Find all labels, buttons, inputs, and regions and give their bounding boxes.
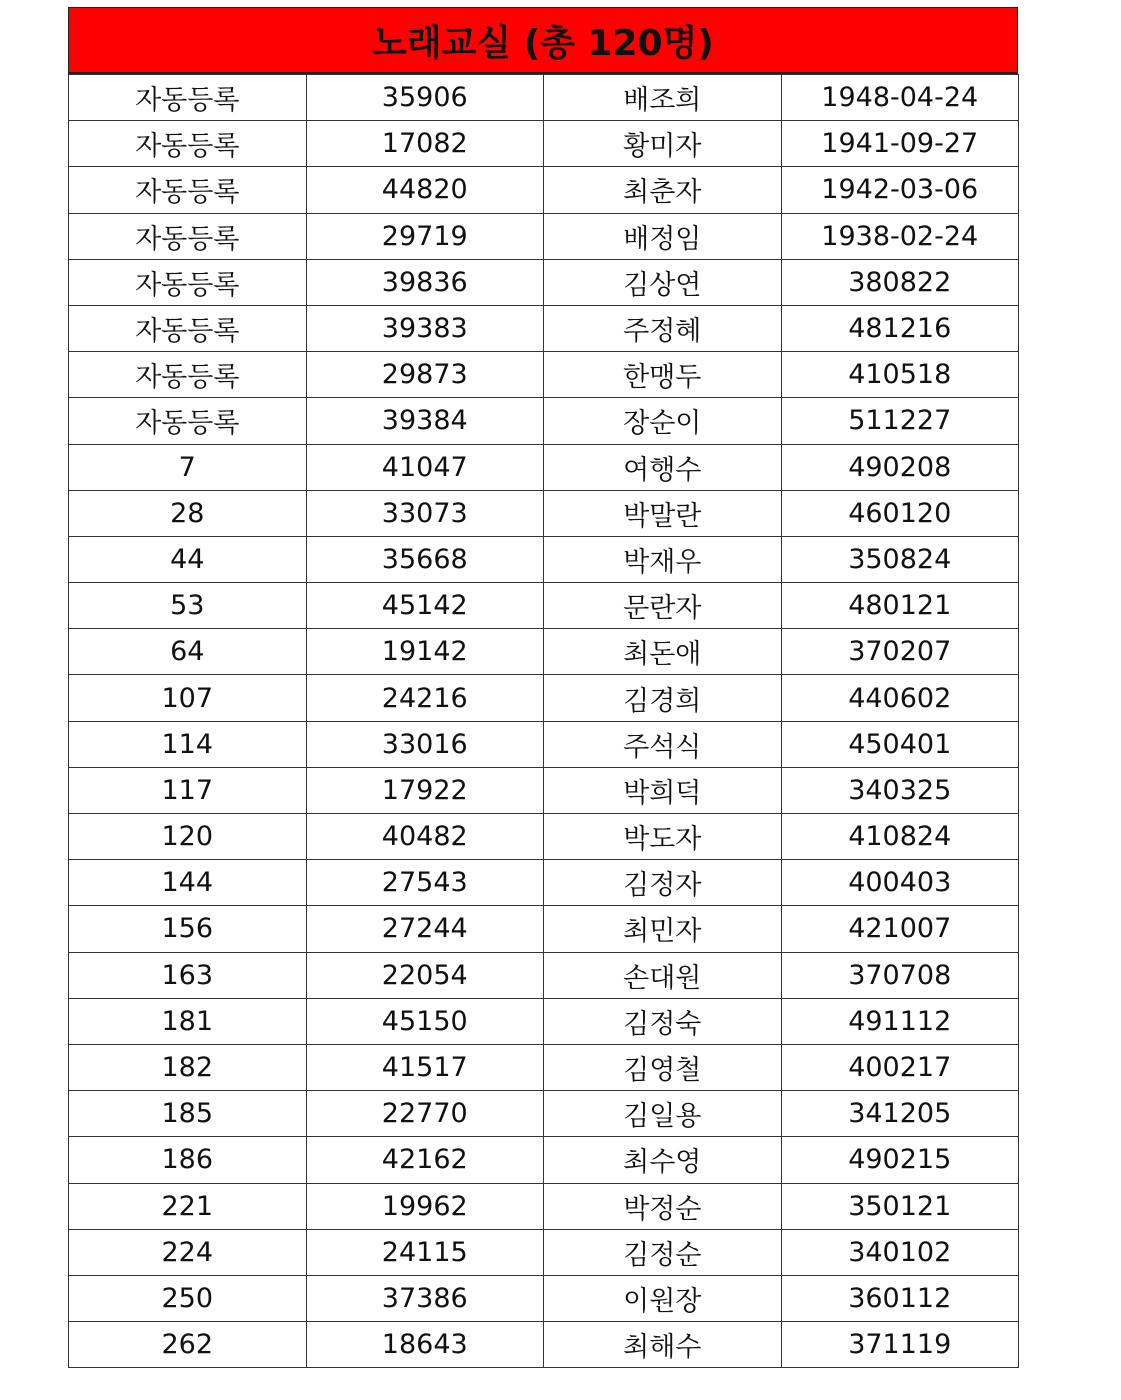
table-row bbox=[69, 906, 1019, 952]
entry-number-cell: 자동등록 bbox=[69, 398, 307, 444]
table-row bbox=[69, 259, 1019, 305]
name-cell: 최춘자 bbox=[544, 167, 782, 213]
name-cell: 박정순 bbox=[544, 1183, 782, 1229]
member-id-cell: 39383 bbox=[306, 305, 544, 351]
birthdate-cell: 350824 bbox=[781, 536, 1019, 582]
table-row bbox=[69, 167, 1019, 213]
birthdate-cell: 370708 bbox=[781, 952, 1019, 998]
member-id-cell: 45150 bbox=[306, 998, 544, 1044]
table-row bbox=[69, 583, 1019, 629]
birthdate-cell: 350121 bbox=[781, 1183, 1019, 1229]
table-row bbox=[69, 398, 1019, 444]
entry-number-cell: 자동등록 bbox=[69, 75, 307, 121]
name-cell: 김일용 bbox=[544, 1091, 782, 1137]
member-id-cell: 29719 bbox=[306, 213, 544, 259]
birthdate-cell: 421007 bbox=[781, 906, 1019, 952]
member-id-cell: 24115 bbox=[306, 1229, 544, 1275]
entry-number-cell: 44 bbox=[69, 536, 307, 582]
table-row bbox=[69, 1275, 1019, 1321]
name-cell: 손대원 bbox=[544, 952, 782, 998]
member-id-cell: 19962 bbox=[306, 1183, 544, 1229]
table-row bbox=[69, 998, 1019, 1044]
birthdate-cell: 410518 bbox=[781, 352, 1019, 398]
member-id-cell: 17082 bbox=[306, 121, 544, 167]
birthdate-cell: 341205 bbox=[781, 1091, 1019, 1137]
table-row bbox=[69, 1183, 1019, 1229]
entry-number-cell: 53 bbox=[69, 583, 307, 629]
entry-number-cell: 262 bbox=[69, 1322, 307, 1368]
birthdate-cell: 491112 bbox=[781, 998, 1019, 1044]
name-cell: 김상연 bbox=[544, 259, 782, 305]
birthdate-cell: 1938-02-24 bbox=[781, 213, 1019, 259]
birthdate-cell: 1941-09-27 bbox=[781, 121, 1019, 167]
entry-number-cell: 7 bbox=[69, 444, 307, 490]
name-cell: 최해수 bbox=[544, 1322, 782, 1368]
table-row bbox=[69, 352, 1019, 398]
entry-number-cell: 자동등록 bbox=[69, 213, 307, 259]
entry-number-cell: 117 bbox=[69, 767, 307, 813]
name-cell: 장순이 bbox=[544, 398, 782, 444]
member-id-cell: 22054 bbox=[306, 952, 544, 998]
table-row bbox=[69, 721, 1019, 767]
name-cell: 주석식 bbox=[544, 721, 782, 767]
entry-number-cell: 224 bbox=[69, 1229, 307, 1275]
member-id-cell: 19142 bbox=[306, 629, 544, 675]
birthdate-cell: 511227 bbox=[781, 398, 1019, 444]
table-row bbox=[69, 444, 1019, 490]
birthdate-cell: 481216 bbox=[781, 305, 1019, 351]
member-id-cell: 37386 bbox=[306, 1275, 544, 1321]
name-cell: 주정혜 bbox=[544, 305, 782, 351]
name-cell: 최돈애 bbox=[544, 629, 782, 675]
name-cell: 김영철 bbox=[544, 1044, 782, 1090]
name-cell: 배조희 bbox=[544, 75, 782, 121]
name-cell: 김경희 bbox=[544, 675, 782, 721]
member-id-cell: 41047 bbox=[306, 444, 544, 490]
name-cell: 박말란 bbox=[544, 490, 782, 536]
entry-number-cell: 64 bbox=[69, 629, 307, 675]
birthdate-cell: 340325 bbox=[781, 767, 1019, 813]
entry-number-cell: 114 bbox=[69, 721, 307, 767]
title-banner bbox=[68, 7, 1018, 74]
member-id-cell: 33016 bbox=[306, 721, 544, 767]
table-row bbox=[69, 121, 1019, 167]
table-row bbox=[69, 767, 1019, 813]
name-cell: 박도자 bbox=[544, 814, 782, 860]
entry-number-cell: 자동등록 bbox=[69, 352, 307, 398]
member-id-cell: 17922 bbox=[306, 767, 544, 813]
birthdate-cell: 480121 bbox=[781, 583, 1019, 629]
member-id-cell: 44820 bbox=[306, 167, 544, 213]
birthdate-cell: 450401 bbox=[781, 721, 1019, 767]
name-cell: 박재우 bbox=[544, 536, 782, 582]
name-cell: 배정임 bbox=[544, 213, 782, 259]
birthdate-cell: 440602 bbox=[781, 675, 1019, 721]
table-row bbox=[69, 952, 1019, 998]
entry-number-cell: 107 bbox=[69, 675, 307, 721]
member-id-cell: 27543 bbox=[306, 860, 544, 906]
member-id-cell: 40482 bbox=[306, 814, 544, 860]
member-id-cell: 39384 bbox=[306, 398, 544, 444]
member-id-cell: 22770 bbox=[306, 1091, 544, 1137]
entry-number-cell: 자동등록 bbox=[69, 167, 307, 213]
name-cell: 문란자 bbox=[544, 583, 782, 629]
name-cell: 김정숙 bbox=[544, 998, 782, 1044]
entry-number-cell: 181 bbox=[69, 998, 307, 1044]
table-row bbox=[69, 1044, 1019, 1090]
table-row bbox=[69, 860, 1019, 906]
table-row bbox=[69, 1229, 1019, 1275]
roster-table-body bbox=[69, 75, 1019, 1368]
page-title: 노래교실 (총 120명) bbox=[372, 22, 714, 64]
member-id-cell: 35668 bbox=[306, 536, 544, 582]
entry-number-cell: 163 bbox=[69, 952, 307, 998]
birthdate-cell: 340102 bbox=[781, 1229, 1019, 1275]
name-cell: 황미자 bbox=[544, 121, 782, 167]
entry-number-cell: 자동등록 bbox=[69, 305, 307, 351]
name-cell: 박희덕 bbox=[544, 767, 782, 813]
member-id-cell: 29873 bbox=[306, 352, 544, 398]
entry-number-cell: 자동등록 bbox=[69, 121, 307, 167]
name-cell: 김정자 bbox=[544, 860, 782, 906]
birthdate-cell: 360112 bbox=[781, 1275, 1019, 1321]
member-id-cell: 42162 bbox=[306, 1137, 544, 1183]
birthdate-cell: 371119 bbox=[781, 1322, 1019, 1368]
entry-number-cell: 자동등록 bbox=[69, 259, 307, 305]
member-id-cell: 27244 bbox=[306, 906, 544, 952]
birthdate-cell: 490208 bbox=[781, 444, 1019, 490]
roster-sheet bbox=[68, 7, 1018, 1368]
entry-number-cell: 144 bbox=[69, 860, 307, 906]
birthdate-cell: 460120 bbox=[781, 490, 1019, 536]
member-id-cell: 41517 bbox=[306, 1044, 544, 1090]
member-id-cell: 24216 bbox=[306, 675, 544, 721]
name-cell: 최수영 bbox=[544, 1137, 782, 1183]
birthdate-cell: 1942-03-06 bbox=[781, 167, 1019, 213]
birthdate-cell: 380822 bbox=[781, 259, 1019, 305]
birthdate-cell: 490215 bbox=[781, 1137, 1019, 1183]
entry-number-cell: 182 bbox=[69, 1044, 307, 1090]
table-row bbox=[69, 536, 1019, 582]
name-cell: 한맹두 bbox=[544, 352, 782, 398]
member-id-cell: 35906 bbox=[306, 75, 544, 121]
birthdate-cell: 370207 bbox=[781, 629, 1019, 675]
entry-number-cell: 186 bbox=[69, 1137, 307, 1183]
entry-number-cell: 28 bbox=[69, 490, 307, 536]
name-cell: 이원장 bbox=[544, 1275, 782, 1321]
table-row bbox=[69, 629, 1019, 675]
entry-number-cell: 221 bbox=[69, 1183, 307, 1229]
name-cell: 김정순 bbox=[544, 1229, 782, 1275]
table-row bbox=[69, 305, 1019, 351]
member-id-cell: 39836 bbox=[306, 259, 544, 305]
entry-number-cell: 120 bbox=[69, 814, 307, 860]
entry-number-cell: 250 bbox=[69, 1275, 307, 1321]
birthdate-cell: 400403 bbox=[781, 860, 1019, 906]
roster-table bbox=[68, 74, 1019, 1368]
birthdate-cell: 1948-04-24 bbox=[781, 75, 1019, 121]
table-row bbox=[69, 1091, 1019, 1137]
member-id-cell: 33073 bbox=[306, 490, 544, 536]
table-row bbox=[69, 1137, 1019, 1183]
table-row bbox=[69, 675, 1019, 721]
table-row bbox=[69, 213, 1019, 259]
entry-number-cell: 156 bbox=[69, 906, 307, 952]
member-id-cell: 18643 bbox=[306, 1322, 544, 1368]
member-id-cell: 45142 bbox=[306, 583, 544, 629]
table-row bbox=[69, 75, 1019, 121]
name-cell: 여행수 bbox=[544, 444, 782, 490]
entry-number-cell: 185 bbox=[69, 1091, 307, 1137]
name-cell: 최민자 bbox=[544, 906, 782, 952]
birthdate-cell: 400217 bbox=[781, 1044, 1019, 1090]
table-row bbox=[69, 490, 1019, 536]
table-row bbox=[69, 1322, 1019, 1368]
birthdate-cell: 410824 bbox=[781, 814, 1019, 860]
table-row bbox=[69, 814, 1019, 860]
